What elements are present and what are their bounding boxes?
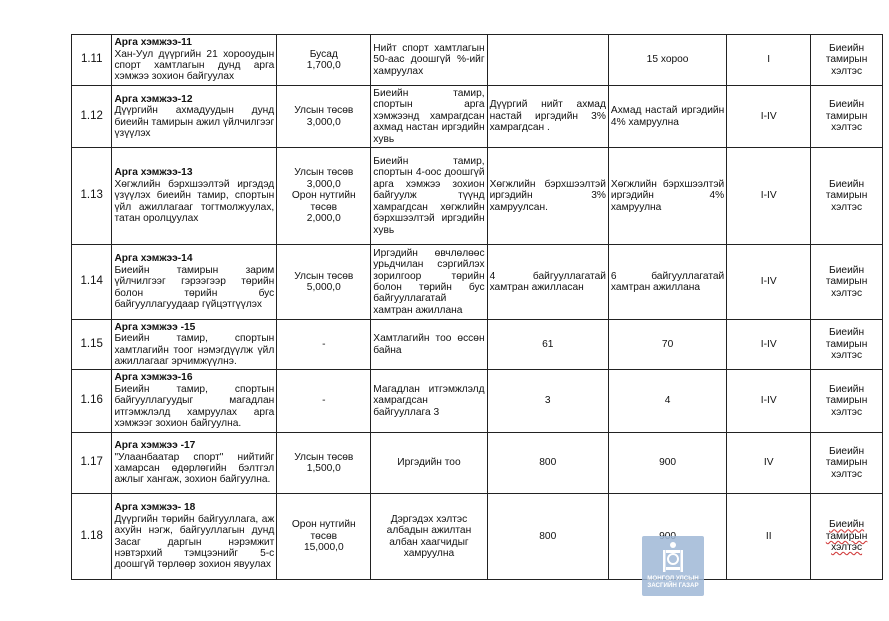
- row-number: 1.13: [72, 148, 112, 245]
- government-seal-watermark: [642, 536, 704, 596]
- row-number: 1.18: [72, 494, 112, 580]
- activity-cell: [112, 370, 277, 433]
- action-plan-table: [71, 34, 883, 580]
- activity-cell: [112, 86, 277, 148]
- indicator-cell: Иргэдийн өвчлөлөөс урьдчилан сэргийлэх зорилгоор төрийн болон төрийн бус байгууллагатай хамтран ажиллана: [371, 245, 487, 320]
- activity-title: Арга хэмжээ-12: [114, 93, 193, 105]
- activity-title: Арга хэмжээ -17: [114, 440, 196, 452]
- activity-title: Арга хэмжээ -15: [114, 321, 196, 333]
- budget-line: 2,000,0: [306, 213, 341, 225]
- budget-cell: [277, 433, 371, 494]
- activity-cell: [112, 433, 277, 494]
- baseline-cell: 61: [487, 320, 608, 370]
- activity-description: Биеийн тамир, спортын байгууллагуудыг магадлан итгэмжлэлд хамруулах арга хэмжээг зохион байгуулна.: [114, 383, 275, 430]
- activity-cell: [112, 35, 277, 86]
- soyombo-emblem-icon: [660, 540, 686, 574]
- activity-description: Биеийн тамир, спортын хамтлагийн тоог нэмэгдүүлж үйл ажиллагааг эрчимжүүлнэ.: [114, 333, 275, 367]
- budget-line: 15,000,0: [303, 542, 344, 554]
- responsible-cell: Биеийн тамирын хэлтэс: [811, 86, 883, 148]
- period-cell: I-IV: [727, 245, 811, 320]
- activity-description: "Улаанбаатар спорт" нийтийг хамарсан өдөрлөгийн бэлтгэл ажлыг хангаж, зохион байгуулна.: [114, 451, 275, 486]
- indicator-cell: Магадлан итгэмжлэлд хамрагдсан байгууллага 3: [371, 370, 487, 433]
- target-cell: 6 байгууллагатай хамтран ажиллана: [608, 245, 726, 320]
- baseline-cell: 800: [487, 433, 608, 494]
- responsible-cell: Биеийн тамирын хэлтэс: [811, 494, 883, 580]
- indicator-cell: Дэргэдэх хэлтэс албадын ажилтан албан хаагчидыг хамруулна: [371, 494, 487, 580]
- table-row: [72, 433, 883, 494]
- seal-caption-2: ЗАСГИЙН ГАЗАР: [647, 582, 699, 590]
- table-row: [72, 35, 883, 86]
- indicator-cell: Нийт спорт хамтлагын 50-аас доошгүй %-ийг хамруулах: [371, 35, 487, 86]
- budget-line: Орон нутгийн төсөв: [291, 190, 356, 213]
- table-row: [72, 245, 883, 320]
- budget-cell: [277, 148, 371, 245]
- activity-title: Арга хэмжээ-11: [114, 37, 192, 49]
- responsible-cell: Биеийн тамирын хэлтэс: [811, 320, 883, 370]
- indicator-cell: Биеийн тамир, спортын арга хэмжээнд хамрагдсан ахмад настан иргэдийн хувь: [371, 86, 487, 148]
- activity-cell: [112, 148, 277, 245]
- budget-line: Улсын төсөв: [294, 270, 354, 282]
- budget-cell: [277, 86, 371, 148]
- budget-line: Бусад: [309, 48, 338, 60]
- period-cell: II: [727, 494, 811, 580]
- budget-cell: [277, 245, 371, 320]
- responsible-cell: Биеийн тамирын хэлтэс: [811, 433, 883, 494]
- indicator-cell: Биеийн тамир, спортын 4-оос доошгүй арга хэмжээ зохион байгуулж түүнд хамрагдсан хөгжлийн бэрхшээлтэй иргэдийн хувь: [371, 148, 487, 245]
- target-cell: Ахмад настай иргэдийн 4% хамруулна: [608, 86, 726, 148]
- responsible-cell: Биеийн тамирын хэлтэс: [811, 35, 883, 86]
- target-cell: 15 хороо: [608, 35, 726, 86]
- period-cell: I-IV: [727, 320, 811, 370]
- period-cell: I-IV: [727, 86, 811, 148]
- budget-line: 5,000,0: [306, 282, 341, 293]
- table-row: [72, 86, 883, 148]
- budget-line: Орон нутгийн төсөв: [291, 519, 356, 542]
- period-cell: I-IV: [727, 370, 811, 433]
- budget-line: 1,700,0: [306, 60, 341, 71]
- activity-description: Хан-Уул дүүргийн 21 хорооудын спорт хамтлагын дунд арга хэмжээ зохион байгуулах: [114, 48, 275, 83]
- budget-line: Улсын төсөв: [294, 105, 354, 117]
- row-number: 1.12: [72, 86, 112, 148]
- budget-line: Улсын төсөв: [294, 451, 354, 463]
- target-cell: Хөгжлийн бэрхшээлтэй иргэдийн 4% хамруулна: [608, 148, 726, 245]
- activity-title: Арга хэмжээ-16: [114, 372, 193, 384]
- budget-line: -: [322, 338, 326, 350]
- row-number: 1.14: [72, 245, 112, 320]
- activity-description: Хөгжлийн бэрхшээлтэй иргэдэд үзүүлэх биеийн тамир, спортын үйл ажиллагааг тогтмолжуулах, татан оролцуулах: [114, 178, 275, 225]
- baseline-cell: 4 байгууллагатай хамтран ажилласан: [487, 245, 608, 320]
- activity-title: Арга хэмжээ-14: [114, 253, 193, 265]
- period-cell: I-IV: [727, 148, 811, 245]
- activity-description: Дүүргийн ахмадуудын дунд биеийн тамирын ажил үйлчилгээг үзүүлэх: [114, 105, 275, 139]
- indicator-cell: Хамтлагийн тоо өссөн байна: [371, 320, 487, 370]
- target-cell: 4: [608, 370, 726, 433]
- baseline-cell: Хөгжлийн бэрхшээлтэй иргэдийн 3% хамруулсан.: [487, 148, 608, 245]
- responsible-cell: Биеийн тамирын хэлтэс: [811, 370, 883, 433]
- target-cell: 70: [608, 320, 726, 370]
- baseline-cell: 3: [487, 370, 608, 433]
- activity-description: Биеийн тамирын зарим үйлчилгээг гэрээгээр төрийн болон төрийн бус байгууллагуудаар гүйцэтгүүлэх: [114, 264, 275, 311]
- table-row: [72, 320, 883, 370]
- budget-cell: [277, 320, 371, 370]
- activity-cell: [112, 494, 277, 580]
- table-row: [72, 494, 883, 580]
- budget-line: Улсын төсөв: [294, 167, 354, 179]
- activity-cell: [112, 320, 277, 370]
- period-cell: IV: [727, 433, 811, 494]
- indicator-cell: Иргэдийн тоо: [371, 433, 487, 494]
- table-row: [72, 148, 883, 245]
- target-cell: 900: [608, 433, 726, 494]
- budget-cell: [277, 494, 371, 580]
- row-number: 1.17: [72, 433, 112, 494]
- table-row: [72, 370, 883, 433]
- activity-description: Дүүргийн төрийн байгууллага, аж ахуйн нэгж, байгууллагын дунд Засаг даргын нэрэмжит нэвтэрхий тэмцээнийг 5-с доошгүй төрлөөр зохион явуулах: [114, 513, 275, 571]
- baseline-cell: Дүүргий нийт ахмад настай иргэдийн 3% хамрагдсан .: [487, 86, 608, 148]
- baseline-cell: 800: [487, 494, 608, 580]
- budget-line: 3,000,0: [306, 178, 341, 190]
- budget-cell: [277, 370, 371, 433]
- budget-line: -: [322, 395, 326, 407]
- budget-line: 3,000,0: [306, 116, 341, 128]
- baseline-cell: [487, 35, 608, 86]
- responsible-cell: Биеийн тамирын хэлтэс: [811, 245, 883, 320]
- row-number: 1.15: [72, 320, 112, 370]
- row-number: 1.11: [72, 35, 112, 86]
- period-cell: I: [727, 35, 811, 86]
- seal-caption-1: МОНГОЛ УЛСЫН: [647, 575, 699, 582]
- row-number: 1.16: [72, 370, 112, 433]
- budget-line: 1,500,0: [306, 463, 341, 474]
- activity-cell: [112, 245, 277, 320]
- budget-cell: [277, 35, 371, 86]
- responsible-cell: Биеийн тамирын хэлтэс: [811, 148, 883, 245]
- activity-title: Арга хэмжээ- 18: [114, 502, 196, 514]
- activity-title: Арга хэмжээ-13: [114, 167, 193, 179]
